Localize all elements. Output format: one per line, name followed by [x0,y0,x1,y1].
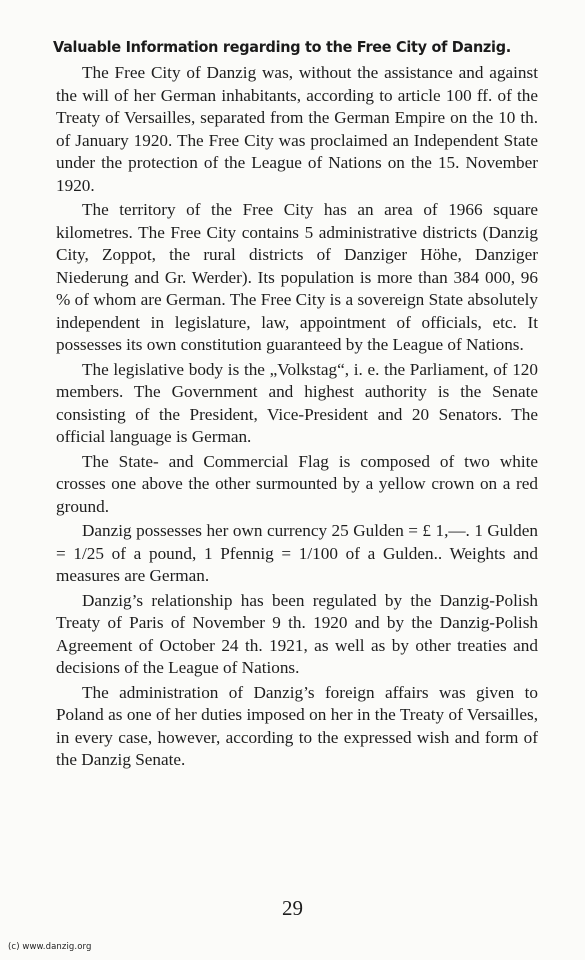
paragraph-relationship: Danzig’s relationship has been regulated by the Danzig-Polish Treaty of Paris of November 9 th. 1920 and by the Danzig-Polish Agreement of October 24 th. 1921, as well as by other treaties and decisions of the League of Nations. [56,590,538,677]
document-content [53,36,538,774]
paragraph-history: The Free City of Danzig was, without the assistance and against the will of her German inhabitants, according to article 100 ff. of the Treaty of Versailles, separated from the German Empire on the 10 th. of January 1920. The Free City was proclaimed an Independent State under the protection of the League of Nations on the 15. November 1920. [56,63,538,195]
copyright-notice: (c) www.danzig.org [8,942,92,952]
paragraph-legislature: The legislative body is the „Volkstag“, i. e. the Parliament, of 120 members. The Government and highest authority is the Senate consisting of the President, Vice-President and 20 Senators. The official language is German. [56,359,538,446]
paragraph-foreign-affairs: The administration of Danzig’s foreign affairs was given to Poland as one of her duties imposed on her in the Treaty of Versailles, in every case, however, according to the expressed wish and form of the Danzig Senate. [56,682,538,769]
paragraph-currency: Danzig possesses her own currency 25 Gulden = £ 1,—. 1 Gulden = 1/25 of a pound, 1 Pfennig = 1/100 of a Gulden.. Weights and measures are German. [56,521,538,585]
document-title: Valuable Information regarding to the Free City of Danzig. [53,38,511,56]
paragraph-territory: The territory of the Free City has an area of 1966 square kilometres. The Free City contains 5 administrative districts (Danzig City, Zoppot, the rural districts of Danziger Höhe, Danziger Niederung and Gr. Werder). Its population is more than 384 000, 96 % of whom are German. The Free City is a sovereign State absolutely independent in legislature, law, appointment of officials, etc. It possesses its own constitution guaranteed by the League of Nations. [56,200,538,354]
paragraph-flag: The State- and Commercial Flag is composed of two white crosses one above the other surmounted by a yellow crown on a red ground. [56,451,538,516]
page-number: 29 [282,896,303,920]
